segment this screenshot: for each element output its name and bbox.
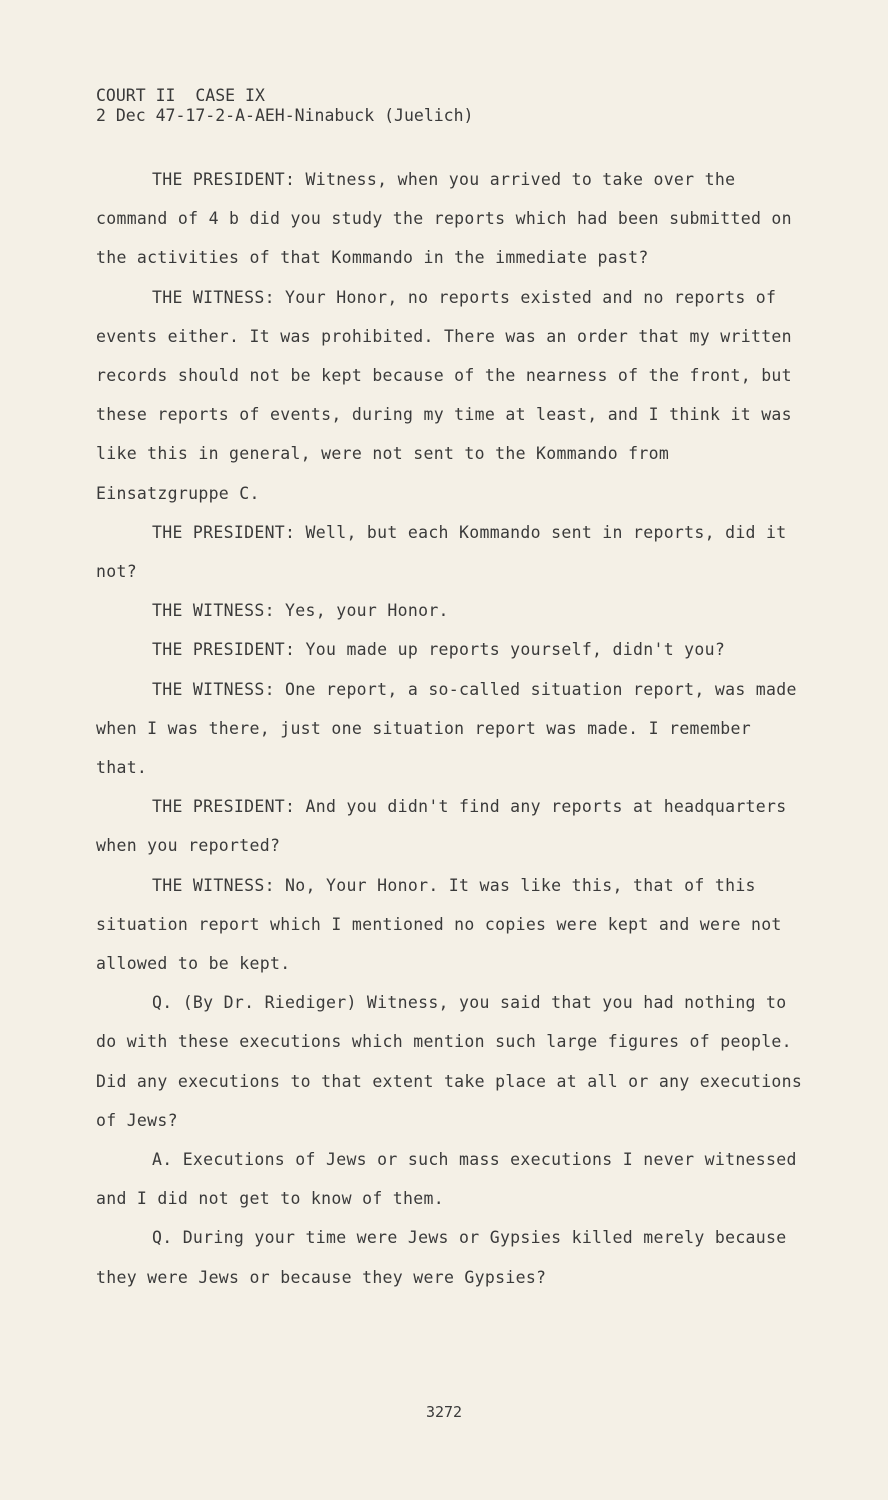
header-court-case: COURT II CASE IX [96, 86, 265, 105]
transcript-paragraph: THE PRESIDENT: Witness, when you arrived to take over the command of 4 b did you study the reports which had been submitted on the activities of that Kommando in the immediate past? [96, 170, 792, 268]
page-number: 3272 [425, 1403, 463, 1421]
transcript-paragraph: THE WITNESS: Yes, your Honor. [152, 601, 449, 621]
transcript-paragraph: THE PRESIDENT: Well, but each Kommando sent in reports, did it not? [96, 522, 787, 582]
transcript-paragraph: Q. During your time were Jews or Gypsies killed merely because they were Jews or because they were Gypsies? [96, 1228, 787, 1287]
transcript-paragraph: THE WITNESS: No, Your Honor. It was like this, that of this situation report which I mentioned no copies were kept and were not allowed to be kept. [96, 875, 782, 974]
transcript-paragraph: Q. (By Dr. Riediger) Witness, you said that you had nothing to do with these executions which mention such large figures of people. Did any executions to that extent take place at all or any executions of Jews? [96, 993, 803, 1130]
document-header [96, 86, 474, 126]
transcript-paragraph: A. Executions of Jews or such mass executions I never witnessed and I did not get to know of them. [96, 1150, 797, 1209]
transcript-paragraph: THE WITNESS: One report, a so-called situation report, was made when I was there, just one situation report was made. I remember that. [96, 679, 797, 778]
transcript-paragraph: THE WITNESS: Your Honor, no reports existed and no reports of events either. It was prohibited. There was an order that my written records should not be kept because of the nearness of the front, but these reports of events, during my time at least, and I think it was like this in general, were not sent to the Kommando from Einsatzgruppe C. [96, 287, 792, 503]
transcript-body [96, 160, 804, 1297]
header-session-line: 2 Dec 47-17-2-A-AEH-Ninabuck (Juelich) [96, 106, 474, 125]
transcript-paragraph: THE PRESIDENT: And you didn't find any reports at headquarters when you reported? [96, 797, 787, 856]
transcript-paragraph: THE PRESIDENT: You made up reports yourself, didn't you? [152, 640, 726, 660]
